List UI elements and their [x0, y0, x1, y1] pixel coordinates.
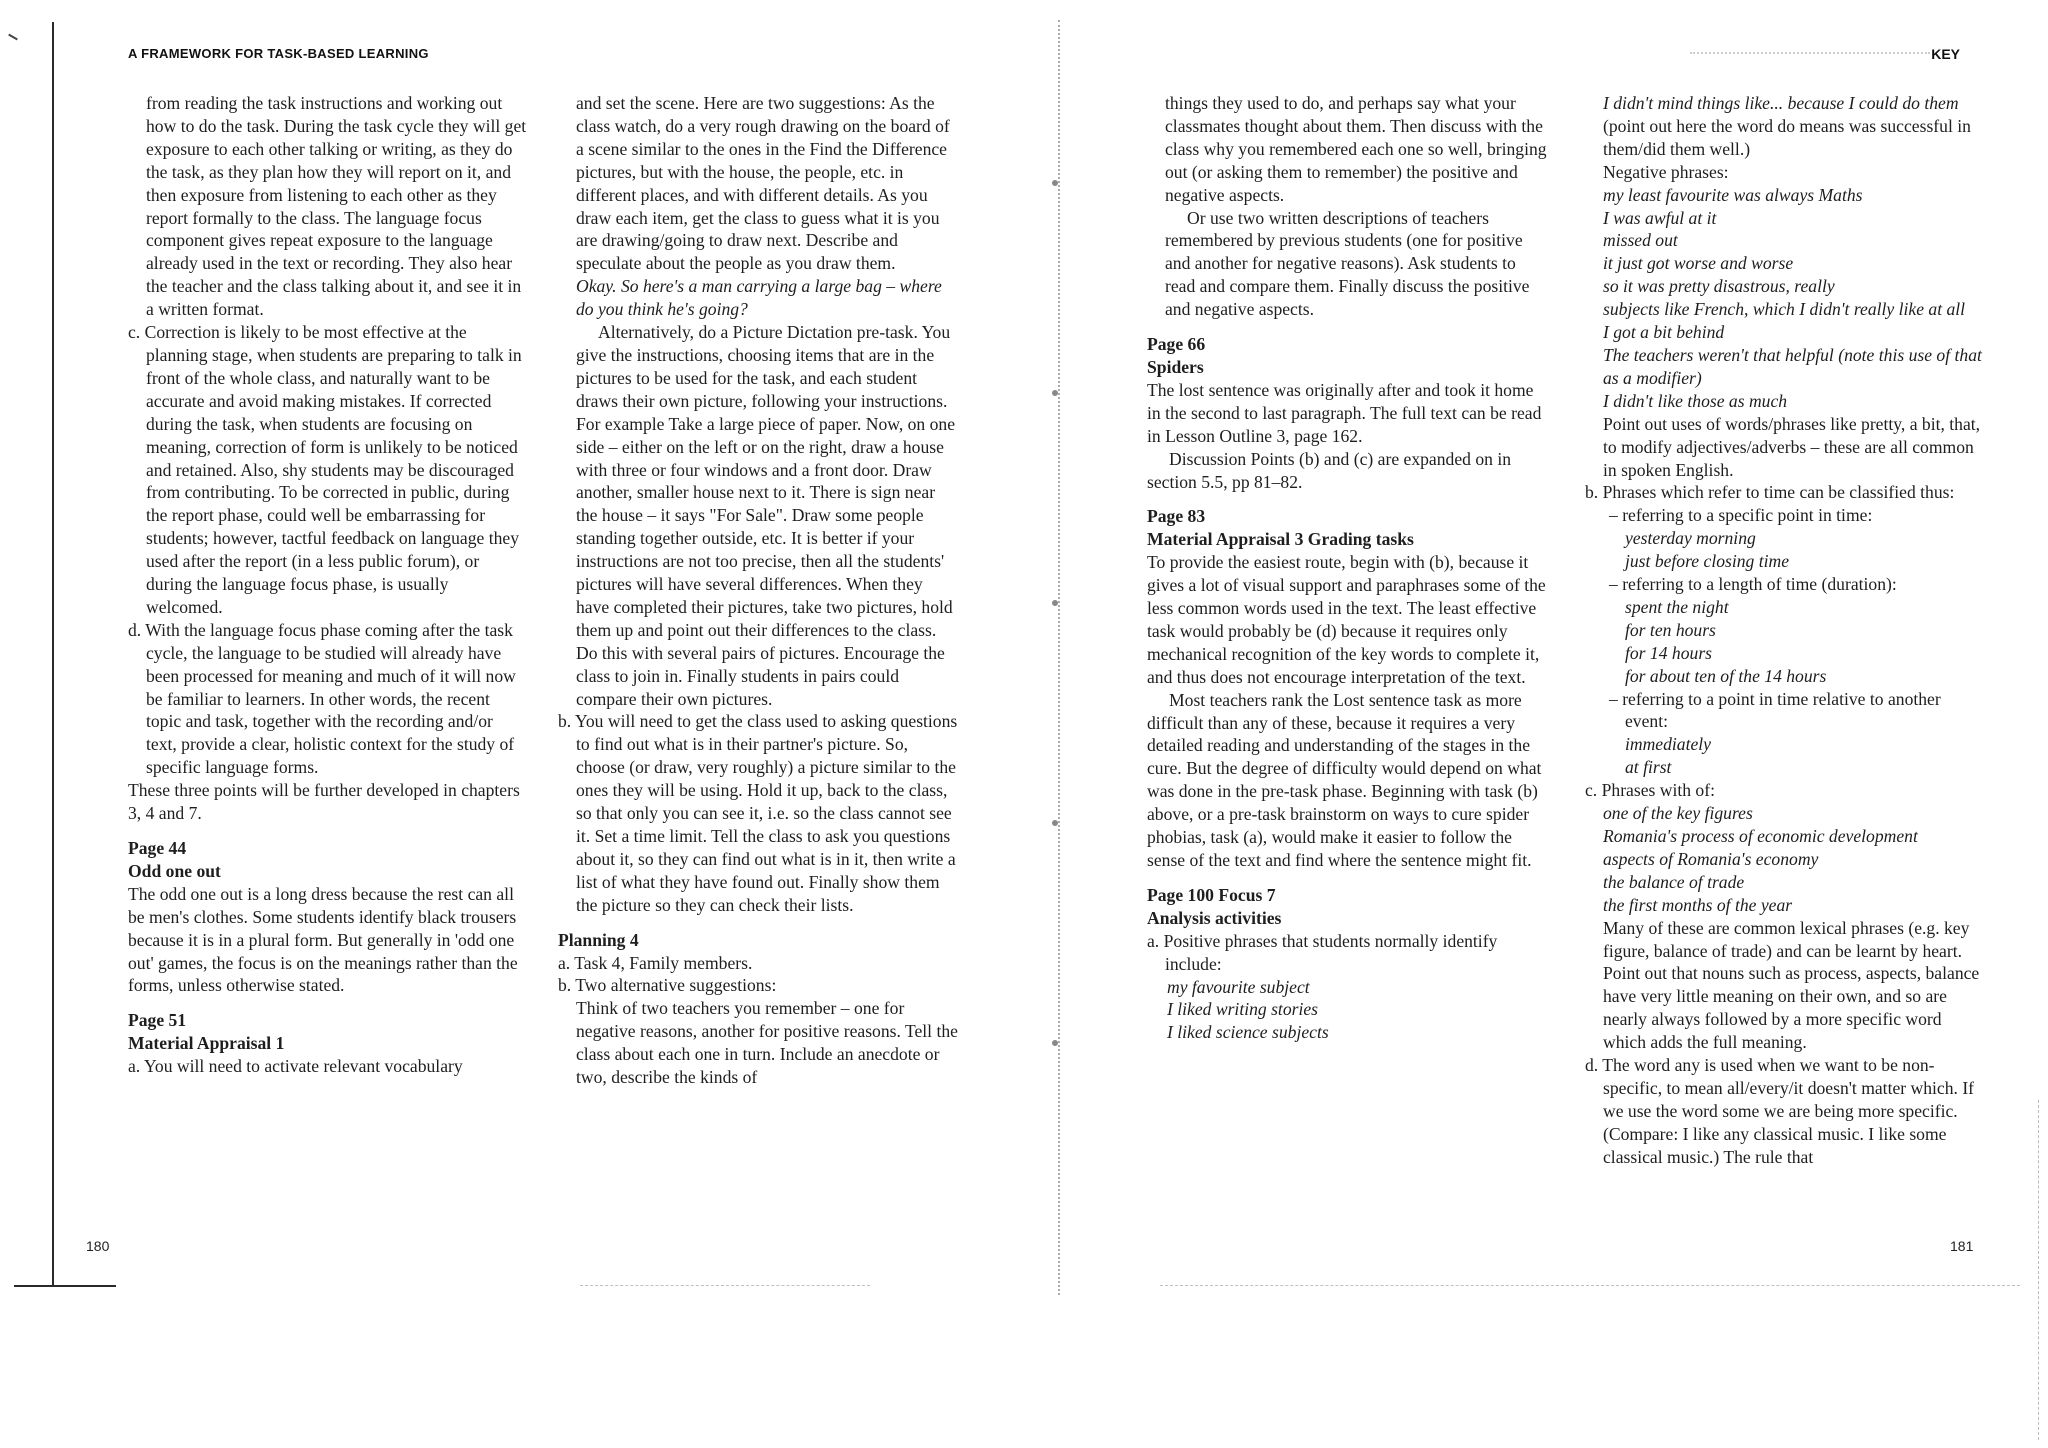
example-phrase: I liked writing stories — [1167, 999, 1319, 1020]
section-heading: Material Appraisal 1 — [128, 1033, 285, 1054]
column-4 — [1585, 92, 1985, 1169]
section-heading: Planning 4 — [558, 929, 639, 950]
example-phrase: Romania's process of economic development — [1603, 826, 1918, 846]
example-phrase: for about ten of the 14 hours — [1625, 665, 1827, 686]
paragraph: Discussion Points (b) and (c) are expanded on in section 5.5, pp 81–82. — [1147, 448, 1512, 492]
list-item: c. Correction is likely to be most effective at the planning stage, when students are preparing to talk in front of the whole class, and naturally want to be accurate and avoid making mistakes. If corrected during the task, when students are focusing on meaning, correction of form is unlikely to be noticed and retained. Also, shy students may be discouraged from contributing. To be corrected in public, during the report phase, could well be embarrassing for students; however, tactful feedback on language they used after the report (in a less public forum), or during the language focus phase, is usually welcomed. — [128, 322, 522, 617]
section-heading: Page 51 — [128, 1010, 187, 1031]
paragraph: The odd one out is a long dress because the rest can all be men's clothes. Some students identify black trousers because it is in a plural form. But generally in 'odd one out' games, the focus is on the meanings rather than the forms, unless otherwise stated. — [128, 883, 518, 996]
column-3 — [1147, 92, 1547, 1044]
example-phrase: I didn't mind things like... because I could do them — [1603, 93, 1959, 113]
list-item: b. Two alternative suggestions: — [558, 975, 777, 996]
section-spacer — [128, 997, 528, 1009]
section-spacer — [558, 917, 958, 929]
paragraph: Most teachers rank the Lost sentence task as more difficult than any of these, because it requires a very detailed reading and understanding of the stages in the cure. But the degree of difficulty would depend on what was done in the pre-task phase. Beginning with task (b) above, or a pre-task brainstorm on ways to cure spider phobias, task (a), would make it easier to follow the sense of the text and find where the sentence might fit. — [1147, 689, 1542, 870]
list-item: b. You will need to get the class used to asking questions to find out what is in their partner's picture. So, choose (or draw, very roughly) a picture similar to the ones they will be using. Hold it up, back to the class, so that only you can see it, i.e. so the class cannot see it. Set a time limit. Tell the class to ask you questions about it, so they can find out what is in it, then write a list of what they have found out. Finally show them the picture so they can check their lists. — [558, 711, 958, 915]
page-number-left: 180 — [86, 1238, 110, 1254]
list-item: b. Phrases which refer to time can be classified thus: — [1585, 482, 1955, 503]
list-item: d. With the language focus phase coming after the task cycle, the language to be studied will already have been processed for meaning and much of it will now be familiar to learners. In other words, the recent topic and task, together with the recording and/or text, provide a clear, holistic context for the study of specific language forms. — [128, 619, 516, 778]
list-subitem: – referring to a length of time (duration): — [1609, 574, 1897, 595]
paragraph: Negative phrases: — [1603, 161, 1729, 182]
example-phrase: spent the night — [1625, 596, 1729, 617]
paragraph: Think of two teachers you remember – one for negative reasons, another for positive reasons. Tell the class about each one in turn. Include an anecdote or two, describe the kinds of — [576, 998, 958, 1088]
section-spacer — [1147, 493, 1547, 505]
example-phrase: I got a bit behind — [1603, 322, 1725, 343]
section-heading: Spiders — [1147, 356, 1204, 377]
paragraph: and set the scene. Here are two suggestions: As the class watch, do a very rough drawing on the board of a scene similar to the ones in the Find the Difference pictures, but with the house, the people, etc. in different places, and with different details. As you draw each item, get the class to guess what it is you are drawing/going to draw next. Describe and speculate about the people as you draw them. — [576, 93, 950, 274]
paragraph: The lost sentence was originally after and took it home in the second to last paragraph. The full text can be read in Lesson Outline 3, page 162. — [1147, 379, 1542, 446]
column-1 — [128, 92, 528, 1078]
section-heading: Page 66 — [1147, 334, 1206, 355]
example-phrase: at first — [1625, 757, 1672, 778]
list-item: a. Task 4, Family members. — [558, 952, 753, 973]
list-subitem: – referring to a specific point in time: — [1609, 505, 1873, 526]
example-phrase: so it was pretty disastrous, really — [1603, 276, 1835, 297]
running-head-left: A FRAMEWORK FOR TASK-BASED LEARNING — [128, 46, 429, 61]
example-phrase: missed out — [1603, 230, 1678, 251]
page-border-left — [52, 22, 54, 1285]
paragraph: Alternatively, do a Picture Dictation pre-task. You give the instructions, choosing items that are in the pictures to be used for the task, and each student draws their own picture, following your instructions. For example Take a large piece of paper. Now, on one side – either on the left or on the right, draw a house with three or four windows and a front door. Draw another, smaller house next to it. There is sign near the house – it says "For Sale". Draw some people standing together outside, etc. It is better if your instructions are not too precise, then all the students' pictures will have several differences. When they have completed their pictures, take two pictures, hold them up and point out their differences to the class. Do this with several pairs of pictures. Encourage the class to join in. Finally students in pairs could compare their own pictures. — [576, 322, 956, 709]
example-phrase: for 14 hours — [1625, 642, 1713, 663]
example-phrase: one of the key figures — [1603, 803, 1753, 824]
scan-edge — [2038, 1100, 2040, 1440]
example-phrase: yesterday morning — [1625, 528, 1756, 549]
example-phrase: subjects like French, which I didn't really like at all — [1603, 299, 1966, 320]
section-spacer — [1147, 321, 1547, 333]
section-heading: Page 100 Focus 7 — [1147, 884, 1276, 905]
gutter-mark — [1052, 820, 1058, 826]
book-gutter — [1058, 20, 1074, 1295]
scan-mark — [8, 34, 18, 41]
paragraph: from reading the task instructions and working out how to do the task. During the task cycle they will get exposure to each other talking or writing, as they do the task, as they plan how they will report on it, and then exposure from listening to each other as they report formally to the class. The language focus component gives repeat exposure to the language already used in the text or recording. They also hear the teacher and the class talking about it, and see it in a written format. — [146, 93, 527, 320]
example-phrase: I liked science subjects — [1167, 1022, 1329, 1043]
example-phrase: my least favourite was always Maths — [1603, 184, 1863, 205]
example-phrase: it just got worse and worse — [1603, 253, 1794, 274]
page-number-right: 181 — [1950, 1238, 1974, 1254]
gutter-mark — [1052, 390, 1058, 396]
section-heading: Page 44 — [128, 838, 187, 858]
paragraph: Many of these are common lexical phrases (e.g. key figure, balance of trade) and can be learnt by heart. Point out that nouns such as process, aspects, balance have very little meaning on their own, and so are nearly always followed by a more specific word which adds the full meaning. — [1603, 917, 1980, 1053]
example-phrase: Okay. So here's a man carrying a large bag – where do you think he's going? — [576, 276, 942, 320]
paragraph: Or use two written descriptions of teachers remembered by previous students (one for positive and another for negative reasons). Ask students to read and compare them. Finally discuss the positive and negative aspects. — [1165, 207, 1530, 320]
example-phrase: aspects of Romania's economy — [1603, 848, 1819, 869]
section-spacer — [1147, 872, 1547, 884]
list-item: d. The word any is used when we want to be non-specific, to mean all/every/it doesn't matter which. If we use the word some we are being more specific. (Compare: I like any classical music. I like some classical music.) The rule that — [1585, 1055, 1975, 1167]
section-heading: Page 83 — [1147, 506, 1206, 527]
list-subitem: – referring to a point in time relative to another event: — [1609, 688, 1941, 732]
list-item: a. You will need to activate relevant vocabulary — [128, 1056, 463, 1077]
gutter-mark — [1052, 1040, 1058, 1046]
paragraph: things they used to do, and perhaps say what your classmates thought about them. Then discuss with the class why you remembered each one so well, bringing out (or asking them to remember) the positive and negative aspects. — [1165, 93, 1547, 205]
example-phrase: The teachers weren't that helpful (note this use of that as a modifier) — [1603, 344, 1982, 388]
section-heading: Material Appraisal 3 Grading tasks — [1147, 529, 1414, 550]
paragraph: (point out here the word do means was successful in them/did them well.) — [1603, 115, 1971, 159]
example-phrase: I was awful at it — [1603, 207, 1717, 228]
paragraph: These three points will be further developed in chapters 3, 4 and 7. — [128, 780, 520, 824]
scan-line — [1160, 1285, 2020, 1287]
list-item: c. Phrases with of: — [1585, 780, 1715, 801]
example-phrase: immediately — [1625, 734, 1711, 755]
page-border-bottom — [14, 1285, 116, 1287]
running-head-right: KEY — [1931, 46, 1960, 62]
section-heading: Odd one out — [128, 860, 221, 881]
paragraph: To provide the easiest route, begin with (b), because it gives a lot of visual support and paraphrases some of the less common words used in the text. The least effective task would probably be (d) because it requires only mechanical recognition of the key words to complete it, and thus does not encourage interpretation of the text. — [1147, 552, 1546, 687]
section-heading: Analysis activities — [1147, 907, 1282, 928]
example-phrase: the balance of trade — [1603, 871, 1745, 892]
column-2 — [558, 92, 958, 1089]
example-phrase: for ten hours — [1625, 619, 1716, 640]
example-phrase: my favourite subject — [1167, 976, 1310, 997]
gutter-mark — [1052, 600, 1058, 606]
section-spacer — [128, 825, 528, 837]
gutter-mark — [1052, 180, 1058, 186]
example-phrase: the first months of the year — [1603, 894, 1793, 915]
paragraph: Point out uses of words/phrases like pretty, a bit, that, to modify adjectives/adverbs – these are all common in spoken English. — [1603, 413, 1981, 480]
list-item: a. Positive phrases that students normally identify include: — [1147, 930, 1498, 974]
scan-line — [580, 1285, 870, 1287]
example-phrase: just before closing time — [1625, 551, 1790, 572]
example-phrase: I didn't like those as much — [1603, 390, 1788, 411]
